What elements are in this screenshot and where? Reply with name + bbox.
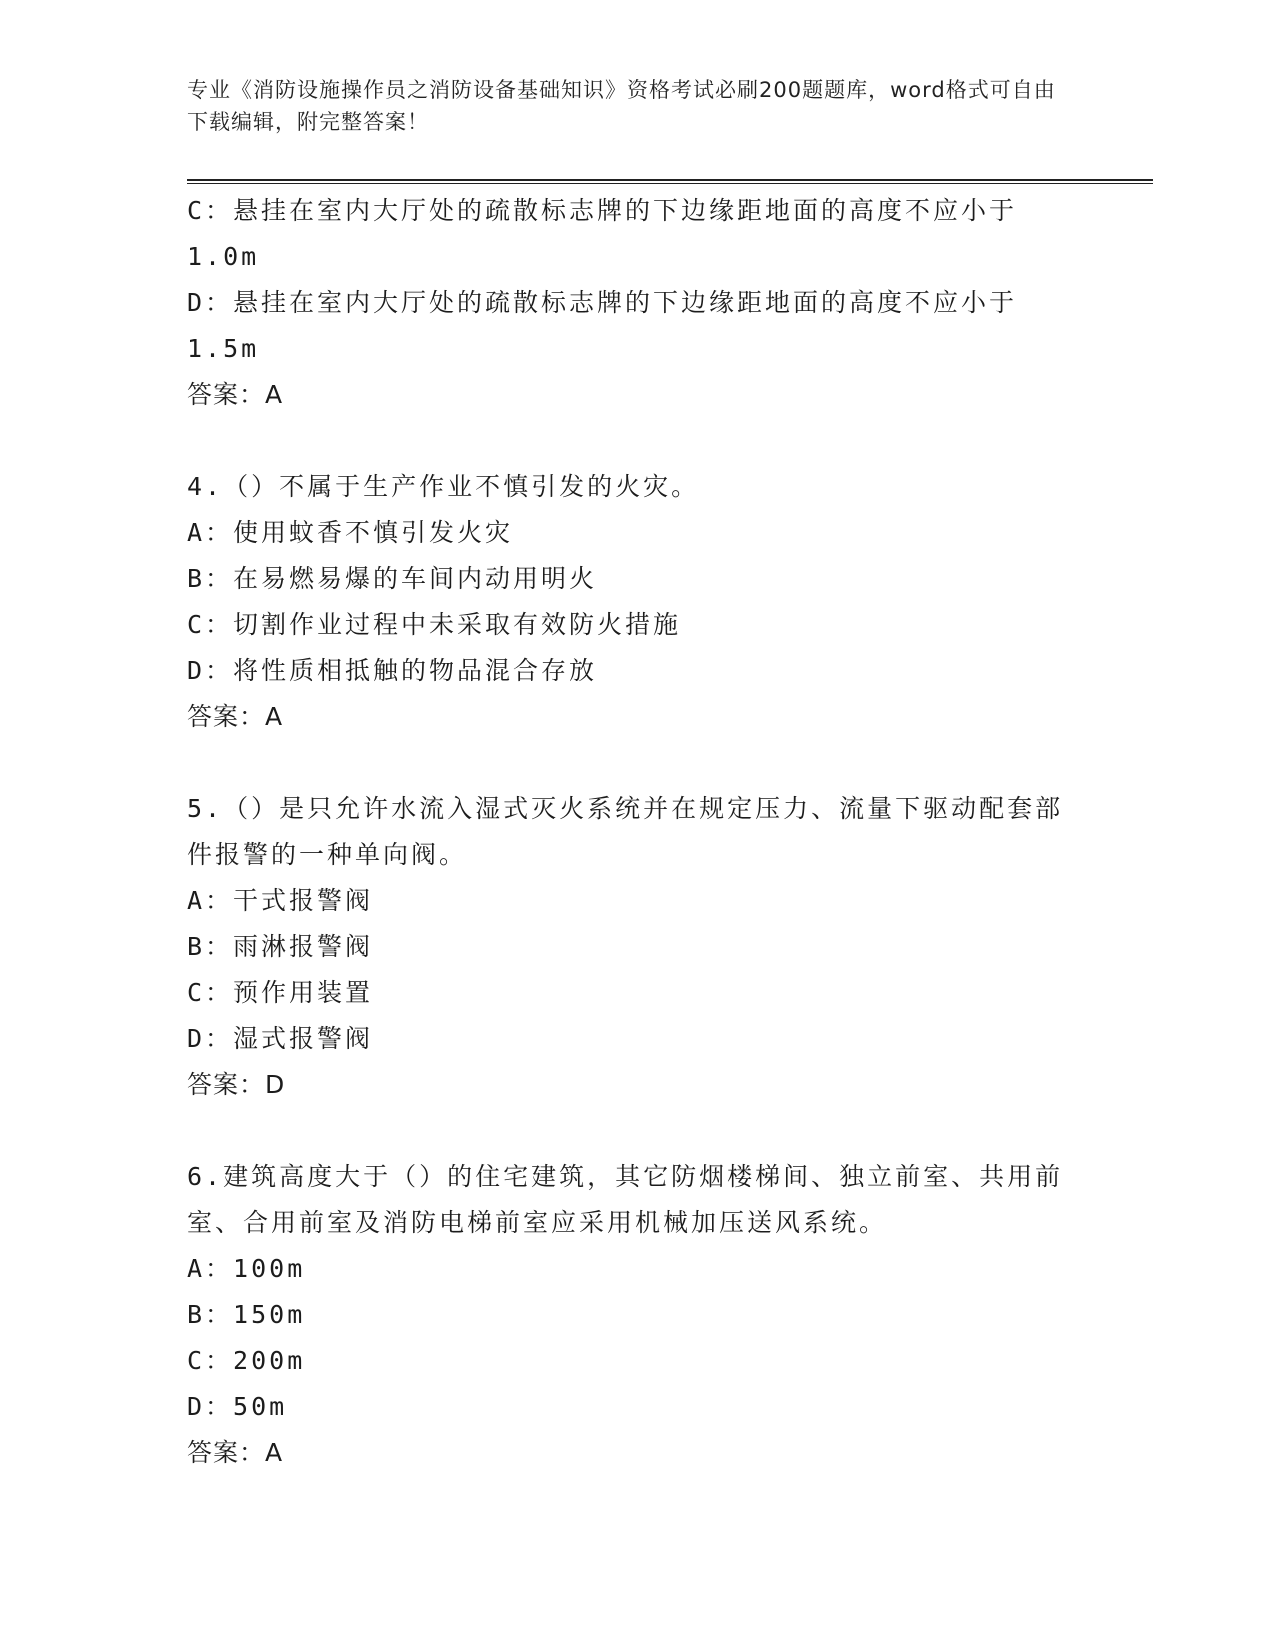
header-rule-thin	[187, 183, 1153, 184]
question-stem: 5.（）是只允许水流入湿式灭火系统并在规定压力、流量下驱动配套部件报警的一种单向阀。	[187, 794, 1064, 869]
question-6	[187, 1154, 1067, 1476]
question-stem: 4.（）不属于生产作业不慎引发的火灾。	[187, 472, 700, 501]
question-content	[187, 188, 1067, 1476]
answer: 答案：A	[187, 702, 284, 731]
option-b: B：雨淋报警阀	[187, 932, 374, 961]
option-a: A：干式报警阀	[187, 886, 374, 915]
option-d: D：50m	[187, 1392, 288, 1421]
option-b: B：在易燃易爆的车间内动用明火	[187, 564, 598, 593]
option-b: B：150m	[187, 1300, 306, 1329]
option-a: A：使用蚊香不慎引发火灾	[187, 518, 514, 547]
option-c: C：200m	[187, 1346, 306, 1375]
header-rule-thick	[187, 179, 1153, 181]
option-c: C：预作用装置	[187, 978, 374, 1007]
option-c: C：悬挂在室内大厅处的疏散标志牌的下边缘距地面的高度不应小于1.0m	[187, 196, 1018, 271]
answer: 答案：A	[187, 1438, 284, 1467]
option-d: D：湿式报警阀	[187, 1024, 374, 1053]
question-stem: 6.建筑高度大于（）的住宅建筑，其它防烟楼梯间、独立前室、共用前室、合用前室及消防电梯前室应采用机械加压送风系统。	[187, 1162, 1064, 1237]
option-a: A：100m	[187, 1254, 306, 1283]
document-header: 专业《消防设施操作员之消防设备基础知识》资格考试必刷200题题库，word格式可自由下载编辑，附完整答案！	[187, 78, 1056, 134]
question-5	[187, 786, 1067, 1108]
option-c: C：切割作业过程中未采取有效防火措施	[187, 610, 682, 639]
question-4	[187, 464, 1067, 740]
option-d: D：将性质相抵触的物品混合存放	[187, 656, 598, 685]
answer: 答案：D	[187, 1070, 286, 1099]
option-d: D：悬挂在室内大厅处的疏散标志牌的下边缘距地面的高度不应小于1.5m	[187, 288, 1018, 363]
answer: 答案：A	[187, 380, 284, 409]
